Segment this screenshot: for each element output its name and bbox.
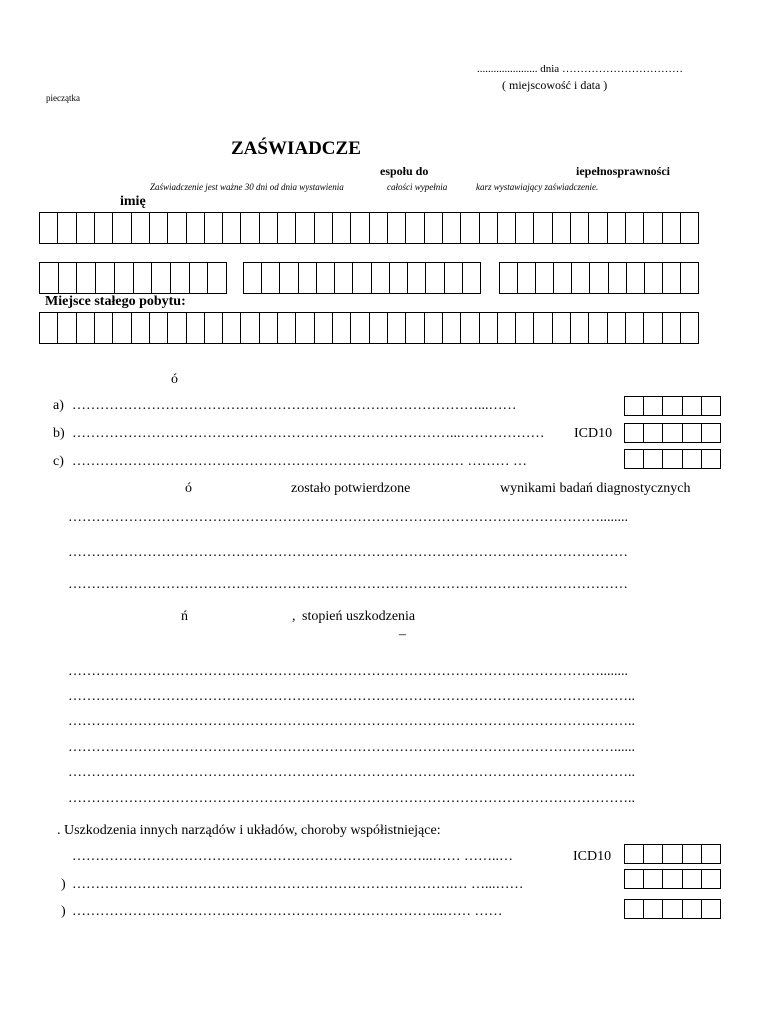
confirm-line-1[interactable]: ……………………………………………………………………………………………………........ — [68, 510, 628, 525]
box — [388, 213, 406, 243]
other-row-2-line[interactable]: ……………………………………………………………………….… …...…… — [72, 877, 524, 892]
stamp-label: pieczątka — [46, 93, 80, 103]
box — [644, 213, 662, 243]
other-row-3-prefix: ) — [61, 904, 66, 919]
box — [683, 397, 702, 415]
box — [296, 213, 314, 243]
box — [702, 845, 720, 863]
box — [663, 900, 682, 918]
diagnosis-c-prefix: c) — [53, 454, 64, 469]
box — [683, 845, 702, 863]
box — [625, 424, 644, 442]
box — [425, 313, 443, 343]
box — [443, 213, 461, 243]
box — [683, 424, 702, 442]
box — [262, 263, 280, 293]
box — [663, 263, 681, 293]
damage-line-2[interactable]: ………………………………………………………………………………………………………….. — [68, 689, 635, 704]
damage-glyph: ń — [181, 609, 188, 624]
box — [40, 213, 58, 243]
damage-line-6[interactable]: ………………………………………………………………………………………………………….. — [68, 791, 635, 806]
box — [625, 900, 644, 918]
box — [644, 313, 662, 343]
damage-line-4[interactable]: ………………………………………………………………………………………………………...... — [68, 740, 635, 755]
box — [40, 263, 59, 293]
id-boxes[interactable] — [243, 262, 481, 294]
box — [77, 213, 95, 243]
box — [115, 263, 134, 293]
name-boxes[interactable] — [39, 212, 699, 244]
residence-label: Miejsce stałego pobytu: — [45, 294, 186, 309]
box — [534, 313, 552, 343]
icd10-label-other: ICD10 — [573, 849, 612, 864]
box — [663, 450, 682, 468]
box — [260, 313, 278, 343]
box — [406, 313, 424, 343]
doc-number-boxes[interactable] — [499, 262, 699, 294]
box — [353, 263, 371, 293]
box — [59, 263, 78, 293]
icd10-label-b: ICD10 — [574, 426, 613, 441]
box — [168, 213, 186, 243]
confirm-text-2: wynikami badań diagnostycznych — [500, 481, 691, 496]
box — [351, 213, 369, 243]
box — [608, 313, 626, 343]
damage-line-3[interactable]: ………………………………………………………………………………………………………….. — [68, 714, 635, 729]
box — [644, 900, 663, 918]
box — [77, 263, 96, 293]
box — [500, 263, 518, 293]
box — [553, 313, 571, 343]
box — [516, 213, 534, 243]
box — [40, 313, 58, 343]
box — [241, 313, 259, 343]
box — [445, 263, 463, 293]
box — [280, 263, 298, 293]
box — [626, 313, 644, 343]
damage-dash: – — [399, 627, 406, 642]
box — [223, 313, 241, 343]
other-row-1-line[interactable]: …………………………………………………………………...…… ……..… — [72, 849, 513, 864]
imie-label: imię — [120, 194, 146, 209]
box — [388, 313, 406, 343]
box — [335, 263, 353, 293]
box — [150, 213, 168, 243]
diagnosis-b-prefix: b) — [53, 426, 65, 441]
damage-comma: , — [292, 609, 296, 624]
box — [683, 450, 702, 468]
box — [589, 313, 607, 343]
date-boxes[interactable] — [39, 262, 227, 294]
box — [644, 424, 663, 442]
other-row-2-prefix: ) — [61, 877, 66, 892]
box — [152, 263, 171, 293]
box — [113, 313, 131, 343]
box — [663, 870, 682, 888]
box — [205, 213, 223, 243]
box — [663, 397, 682, 415]
box — [296, 313, 314, 343]
diagnosis-b-line[interactable]: ………………………………………………………………………...……………… — [72, 426, 545, 441]
box — [553, 213, 571, 243]
box — [534, 213, 552, 243]
icd-boxes-b[interactable] — [624, 423, 721, 443]
icd-boxes-other-2[interactable] — [624, 869, 721, 889]
residence-boxes[interactable] — [39, 312, 699, 344]
box — [625, 397, 644, 415]
box — [134, 263, 153, 293]
diagnosis-a-line[interactable]: ……………………………………………………………………………...…… — [72, 398, 517, 413]
box — [683, 870, 702, 888]
box — [571, 313, 589, 343]
box — [681, 313, 698, 343]
title-fragment-niepelnosprawnosci: iepełnosprawności — [576, 164, 671, 178]
box — [241, 213, 259, 243]
box — [426, 263, 444, 293]
confirm-glyph: ó — [185, 481, 192, 496]
box — [58, 313, 76, 343]
box — [663, 424, 682, 442]
box — [683, 900, 702, 918]
box — [663, 845, 682, 863]
box — [370, 313, 388, 343]
box — [702, 870, 720, 888]
box — [168, 313, 186, 343]
title-fragment-zespolu: espołu do — [380, 164, 429, 178]
box — [702, 397, 720, 415]
box — [626, 213, 644, 243]
box — [315, 313, 333, 343]
box — [571, 213, 589, 243]
box — [589, 213, 607, 243]
box — [645, 263, 663, 293]
box — [244, 263, 262, 293]
icd-boxes-other-1[interactable] — [624, 844, 721, 864]
box — [702, 450, 720, 468]
box — [187, 213, 205, 243]
box — [663, 213, 681, 243]
box — [77, 313, 95, 343]
box — [408, 263, 426, 293]
box — [702, 424, 720, 442]
box — [463, 263, 480, 293]
box — [113, 213, 131, 243]
damage-text: stopień uszkodzenia — [302, 609, 416, 624]
box — [572, 263, 590, 293]
box — [518, 263, 536, 293]
box — [333, 213, 351, 243]
box — [644, 870, 663, 888]
box — [702, 900, 720, 918]
box — [590, 263, 608, 293]
box — [625, 845, 644, 863]
box — [317, 263, 335, 293]
box — [58, 213, 76, 243]
fill-note: całości wypełnia — [387, 182, 448, 192]
icd-boxes-a[interactable] — [624, 396, 721, 416]
box — [644, 397, 663, 415]
box — [208, 263, 226, 293]
page-title: ZAŚWIADCZE — [231, 138, 361, 159]
icd-boxes-c[interactable] — [624, 449, 721, 469]
damage-line-1[interactable]: ……………………………………………………………………………………………………........ — [68, 664, 628, 679]
box — [681, 213, 698, 243]
box — [299, 263, 317, 293]
box — [351, 313, 369, 343]
box — [171, 263, 190, 293]
box — [461, 313, 479, 343]
box — [443, 313, 461, 343]
box — [625, 870, 644, 888]
box — [554, 263, 572, 293]
box — [95, 213, 113, 243]
box — [260, 213, 278, 243]
box — [663, 313, 681, 343]
icd-boxes-other-3[interactable] — [624, 899, 721, 919]
box — [425, 213, 443, 243]
diagnosis-c-line[interactable]: ………………………………………………………………………… ……… … — [72, 454, 527, 469]
box — [205, 313, 223, 343]
box — [95, 313, 113, 343]
damage-line-5[interactable]: ………………………………………………………………………………………………………….. — [68, 765, 635, 780]
box — [372, 263, 390, 293]
box — [498, 313, 516, 343]
box — [609, 263, 627, 293]
box — [608, 213, 626, 243]
box — [625, 450, 644, 468]
box — [627, 263, 645, 293]
confirm-line-2[interactable]: ………………………………………………………………………………………………………… — [68, 545, 628, 560]
box — [190, 263, 209, 293]
validity-note: Zaświadczenie jest ważne 30 dni od dnia wystawienia — [150, 182, 344, 192]
other-heading: . Uszkodzenia innych narządów i układów, choroby współistniejące: — [57, 823, 441, 838]
box — [406, 213, 424, 243]
box — [480, 213, 498, 243]
issuer-note: karz wystawiający zaświadczenie. — [476, 182, 599, 192]
box — [390, 263, 408, 293]
box — [132, 313, 150, 343]
confirm-line-3[interactable]: ………………………………………………………………………………………………………… — [68, 577, 628, 592]
box — [536, 263, 554, 293]
diagnosis-a-prefix: a) — [53, 398, 64, 413]
box — [461, 213, 479, 243]
box — [516, 313, 534, 343]
box — [644, 450, 663, 468]
box — [370, 213, 388, 243]
place-date-line: ...................... dnia …………………………… — [477, 63, 683, 75]
box — [644, 845, 663, 863]
other-row-3-line[interactable]: ……………………………………………………………………..…… …… — [72, 904, 503, 919]
box — [223, 213, 241, 243]
box — [278, 313, 296, 343]
box — [278, 213, 296, 243]
diagnosis-heading-glyph: ó — [171, 372, 178, 387]
box — [187, 313, 205, 343]
box — [498, 213, 516, 243]
confirm-text-1: zostało potwierdzone — [291, 481, 411, 496]
box — [681, 263, 698, 293]
box — [132, 213, 150, 243]
box — [480, 313, 498, 343]
box — [315, 213, 333, 243]
place-date-caption: ( miejscowość i data ) — [502, 78, 608, 92]
box — [333, 313, 351, 343]
box — [150, 313, 168, 343]
box — [96, 263, 115, 293]
